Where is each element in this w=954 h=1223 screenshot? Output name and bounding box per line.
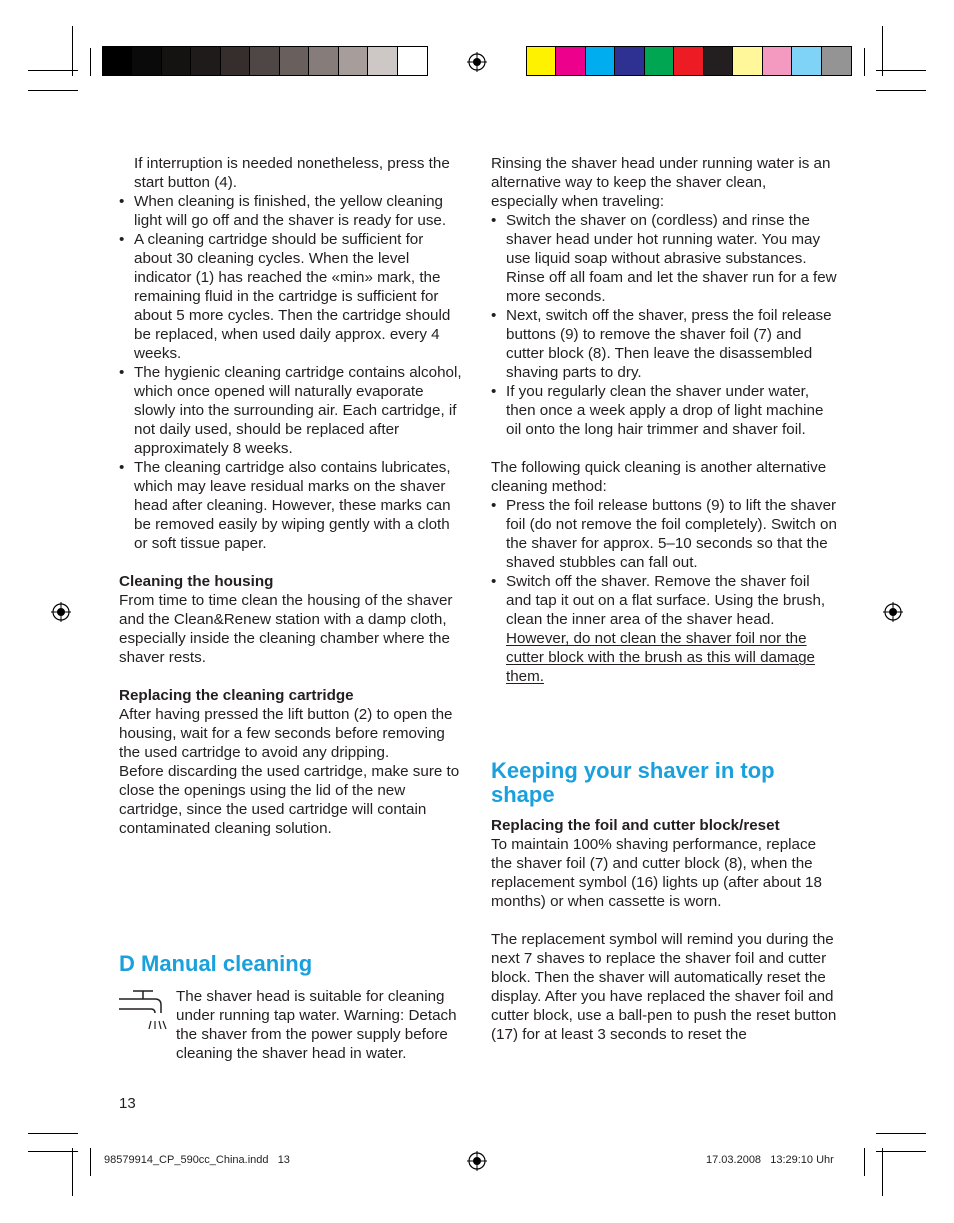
crop-mark <box>876 70 926 71</box>
list-item <box>491 572 837 686</box>
color-swatch <box>250 47 279 75</box>
color-swatch <box>645 47 674 75</box>
tap-water-icon <box>117 989 167 1033</box>
paragraph: After having pressed the lift button (2) to open the housing, wait for a few seconds before removing the used cartridge to avoid any dripping. <box>119 706 453 761</box>
crop-mark <box>28 90 78 91</box>
footer-file-info: 98579914_CP_590cc_China.indd 13 <box>104 1154 290 1166</box>
color-swatch <box>704 47 733 75</box>
grayscale-color-bar <box>102 46 428 76</box>
cleaning-bullets <box>119 192 465 553</box>
color-swatch <box>103 47 132 75</box>
color-swatch <box>733 47 762 75</box>
paragraph: From time to time clean the housing of the shaver and the Clean&Renew station with a damp cloth, especially inside the cleaning chamber where the shaver rests. <box>119 592 453 666</box>
list-item: • Switch the shaver on (cordless) and rinse the shaver head under hot running water. You may use liquid soap without abrasive substances. Rinse off all foam and let the shaver run for a few more seconds. <box>491 211 837 306</box>
color-swatch <box>822 47 851 75</box>
crop-mark <box>876 1133 926 1134</box>
color-swatch <box>527 47 556 75</box>
left-column <box>119 154 465 838</box>
paragraph: Before discarding the used cartridge, make sure to close the openings using the lid of the new cartridge, since the used cartridge will contain contaminated cleaning solution. <box>119 763 460 837</box>
crop-mark <box>90 1148 91 1176</box>
registration-mark-icon <box>51 602 71 622</box>
quick-cleaning-bullets <box>491 496 837 686</box>
color-swatch <box>132 47 161 75</box>
crop-mark <box>72 1148 73 1196</box>
crop-mark <box>28 70 78 71</box>
section-heading: Replacing the cleaning cartridge <box>119 687 354 704</box>
color-swatch <box>792 47 821 75</box>
section-title: Keeping your shaver in top shape <box>491 758 775 807</box>
color-swatch <box>674 47 703 75</box>
crop-mark <box>864 48 865 76</box>
color-swatch <box>339 47 368 75</box>
color-swatch <box>191 47 220 75</box>
list-item: • Press the foil release buttons (9) to lift the shaver foil (do not remove the foil completely). Switch on the shaver for approx. 5–10 seconds so that the shaved stubbles can fall out. <box>491 496 837 572</box>
process-color-bar <box>526 46 852 76</box>
paragraph: Rinsing the shaver head under running water is an alternative way to keep the shaver clean, especially when traveling: <box>491 155 831 210</box>
color-swatch <box>280 47 309 75</box>
paragraph: The shaver head is suitable for cleaning under running tap water. Warning: Detach the shaver from the power supply before cleaning the shaver head in water. <box>176 988 457 1062</box>
list-item: • Next, switch off the shaver, press the foil release buttons (9) to remove the shaver foil (7) and cutter block (8). Then leave the disassembled shaving parts to dry. <box>491 306 837 382</box>
right-column <box>491 154 837 686</box>
right-column-lower <box>491 816 837 1044</box>
color-swatch <box>586 47 615 75</box>
color-swatch <box>615 47 644 75</box>
registration-mark-icon <box>467 1151 487 1171</box>
list-item: • When cleaning is finished, the yellow cleaning light will go off and the shaver is ready for use. <box>119 192 465 230</box>
color-swatch <box>221 47 250 75</box>
crop-mark <box>876 90 926 91</box>
list-item: • A cleaning cartridge should be sufficient for about 30 cleaning cycles. When the level indicator (1) has reached the «min» mark, the remaining fluid in the cartridge is sufficient for about 5 more cycles. Then the cartridge should be replaced, when used daily approx. every 4 weeks. <box>119 230 465 363</box>
color-swatch <box>763 47 792 75</box>
section-heading: Cleaning the housing <box>119 573 274 590</box>
registration-mark-icon <box>883 602 903 622</box>
list-item: • If you regularly clean the shaver under water, then once a week apply a drop of light machine oil onto the long hair trimmer and shaver foil. <box>491 382 837 439</box>
rinsing-bullets <box>491 211 837 439</box>
crop-mark <box>882 26 883 76</box>
crop-mark <box>876 1151 926 1152</box>
list-item: • The hygienic cleaning cartridge contains alcohol, which once opened will naturally evaporate slowly into the surrounding air. Each cartridge, if not daily used, should be replaced after approximately 8 weeks. <box>119 363 465 458</box>
crop-mark <box>72 26 73 76</box>
list-item: • The cleaning cartridge also contains lubricates, which may leave residual marks on the shaver head after cleaning. However, these marks can be removed easily by wiping gently with a cloth or soft tissue paper. <box>119 458 465 553</box>
crop-mark <box>864 1148 865 1176</box>
crop-mark <box>28 1151 78 1152</box>
section-heading: Replacing the foil and cutter block/reset <box>491 817 780 834</box>
interruption-note: If interruption is needed nonetheless, press the start button (4). <box>134 155 450 191</box>
color-swatch <box>162 47 191 75</box>
crop-mark <box>882 1148 883 1196</box>
footer-date: 17.03.2008 13:29:10 Uhr <box>706 1154 834 1166</box>
registration-mark-icon <box>467 52 487 72</box>
page-number: 13 <box>119 1095 136 1112</box>
color-swatch <box>398 47 427 75</box>
section-title: D Manual cleaning <box>119 951 313 976</box>
color-swatch <box>309 47 338 75</box>
paragraph: To maintain 100% shaving performance, replace the shaver foil (7) and cutter block (8), when the replacement symbol (16) lights up (after about 18 months) or when cassette is worn. <box>491 836 822 910</box>
crop-mark <box>90 48 91 76</box>
color-swatch <box>556 47 585 75</box>
warning-underlined-text: However, do not clean the shaver foil nor the cutter block with the brush as this will damage them. <box>506 630 815 685</box>
crop-mark <box>28 1133 78 1134</box>
color-swatch <box>368 47 397 75</box>
paragraph: The replacement symbol will remind you during the next 7 shaves to replace the shaver foil and cutter block. Then the shaver will automatically reset the display. After you have replaced the shaver foil and cutter block, use a ball-pen to push the reset button (17) for at least 3 seconds to reset the <box>491 931 837 1043</box>
list-item-text: Switch off the shaver. Remove the shaver foil and tap it out on a flat surface. Using the brush, clean the inner area of the shaver head. <box>506 573 826 628</box>
paragraph: The following quick cleaning is another alternative cleaning method: <box>491 459 827 495</box>
